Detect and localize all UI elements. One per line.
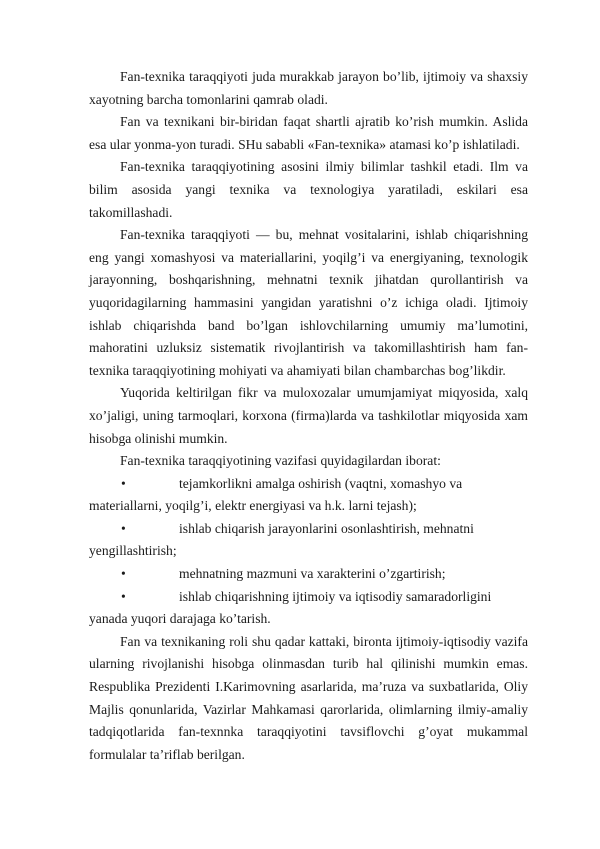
bullet-mark: • [121,475,126,491]
paragraph-6: Fan-texnika taraqqiyotining vazifasi quyidagilardan iborat: [120,453,441,469]
bullet-item-4-first: ishlab chiqarishning ijtimoiy va iqtisodiy samaradorligini [179,588,492,604]
bullet-item-3 [89,563,528,586]
bullet-item-4-rest: yanada yuqori darajaga ko’tarish. [89,611,271,627]
paragraph-1: Fan-texnika taraqqiyoti juda murakkab jarayon bo’lib, ijtimoiy va shaxsiy xayotning barcha tomonlarini qamrab oladi. [89,69,528,107]
paragraph-3: Fan-texnika taraqqiyotining asosini ilmiy bilimlar tashkil etadi. Ilm va bilim asosida yangi texnika va texnologiya yaratiladi, eskilari esa takomillashadi. [89,159,528,220]
bullet-mark: • [121,520,126,536]
bullet-item-4 [89,586,528,631]
bullet-item-1-rest: materiallarni, yoqilg’i, elektr energiyasi va h.k. larni tejash); [89,498,417,514]
paragraph-5: Yuqorida keltirilgan fikr va muloxozalar umumjamiyat miqyosida, xalq xo’jaligi, uning tarmoqlari, korxona (firma)larda va tashkilotlar miqyosida xam hisobga olinishi mumkin. [89,385,528,446]
bullet-item-2-first: ishlab chiqarish jarayonlarini osonlashtirish, mehnatni [179,520,474,536]
bullet-item-1-first: tejamkorlikni amalga oshirish (vaqtni, xomashyo va [179,475,463,491]
bullet-item-1 [89,473,528,518]
bullet-item-2-rest: yengillashtirish; [89,543,177,559]
bullet-mark: • [121,588,126,604]
paragraph-4: Fan-texnika taraqqiyoti — bu, mehnat vositalarini, ishlab chiqarishning eng yangi xomashyosi va materiallarini, yoqilg’i va energiyaning, texnologik jarayonning, boshqarishning, mehnatni texnik jihatdan qurollantirish va yuqoridagilarning hammasini yangidan yaratishni o’z ichiga oladi. Ijtimoiy ishlab chiqarishda band bo’lgan ishlovchilarning umumiy ma’lumotini, mahoratini uzluksiz sistematik rivojlantirish va takomillashtirish ham fan-texnika taraqqiyotining mohiyati va ahamiyati bilan chambarchas bog’likdir. [89,227,528,378]
paragraph-closing: Fan va texnikaning roli shu qadar kattaki, bironta ijtimoiy-iqtisodiy vazifa ularning rivojlanishi hisobga olinmasdan turib hal qilinishi mumkin emas. Respublika Prezidenti I.Karimovning asarlarida, ma’ruza va suxbatlarida, Oliy Majlis qonunlarida, Vazirlar Mahkamasi qarorlarida, olimlarning ilmiy-amaliy tadqiqotlarida fan-texnnka taraqqiyotini tavsiflovchi g’oyat mukammal formulalar ta’riflab berilgan. [89,633,528,762]
bullet-item-2 [89,518,528,563]
paragraph-2: Fan va texnikani bir-biridan faqat shartli ajratib ko’rish mumkin. Aslida esa ular yonma-yon turadi. SHu sababli «Fan-texnika» atamasi ko’p ishlatiladi. [89,114,528,152]
bullet-item-3-first: mehnatning mazmuni va xarakterini o’zgartirish; [179,566,446,582]
bullet-mark: • [121,566,126,582]
